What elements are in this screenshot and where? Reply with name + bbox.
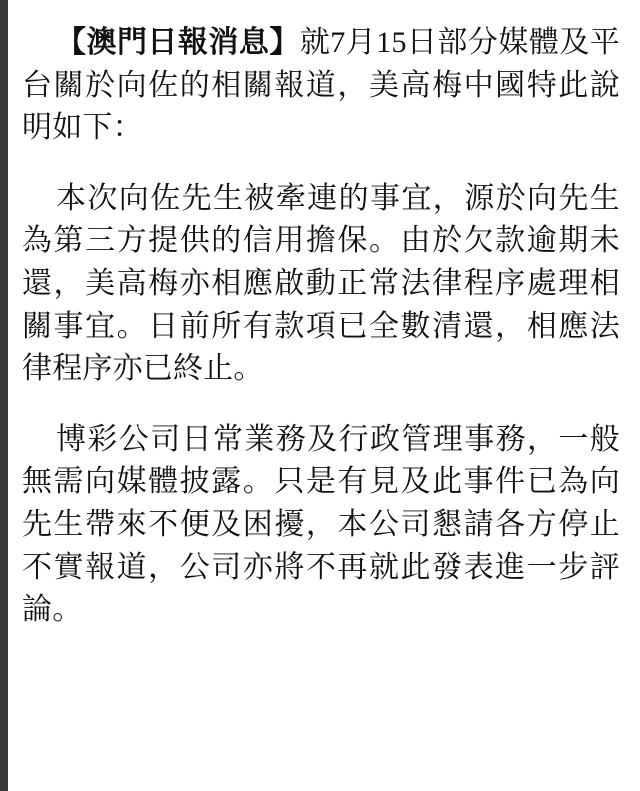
paragraph-1 [22,22,620,150]
paragraph-1-lead: 【澳門日報消息】 [56,26,300,59]
article-body [8,0,640,791]
paragraph-2-text: 本次向佐先生被牽連的事宜，源於向先生為第三方提供的信用擔保。由於欠款逾期未還，美高梅亦相應啟動正常法律程序處理相關事宜。日前所有款項已全數清還，相應法律程序亦已終止。 [22,181,620,386]
paragraph-3-text: 博彩公司日常業務及行政管理事務，一般無需向媒體披露。只是有見及此事件已為向先生帶來不便及困擾，本公司懇請各方停止不實報道，公司亦將不再就此發表進一步評論。 [22,422,620,627]
paragraph-1-text: 就7月15日部分媒體及平台關於向佐的相關報道，美高梅中國特此說明如下： [22,26,620,145]
paragraph-2 [22,178,620,391]
paragraph-3 [22,419,620,632]
left-edge-band [0,0,8,791]
